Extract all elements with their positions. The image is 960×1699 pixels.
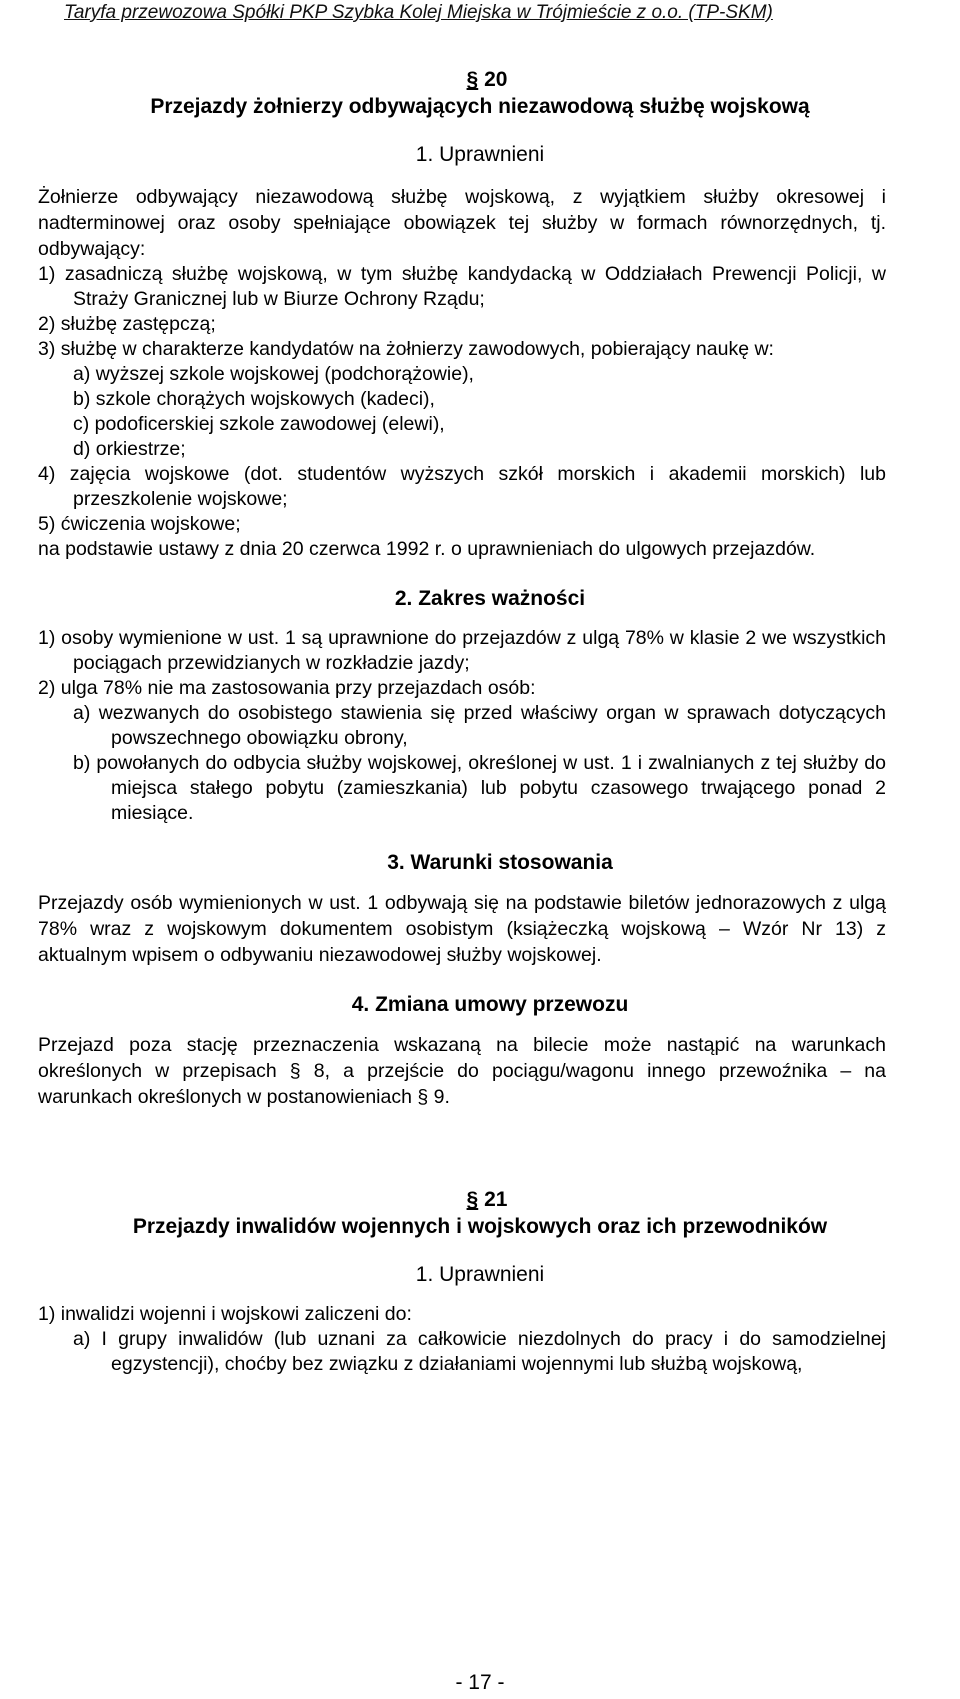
sub-list xyxy=(38,362,886,462)
section-number: 20 xyxy=(484,68,508,91)
section-20-title: Przejazdy żołnierzy odbywających niezawodową służbę wojskową xyxy=(150,95,810,118)
section-21-heading-1: 1. Uprawnieni xyxy=(415,1263,545,1286)
list-item: a) wyższej szkole wojskowej (podchorążowie), xyxy=(73,363,474,385)
list-item: a) I grupy inwalidów (lub uznani za całkowicie niezdolnych do pracy i do samodzielnej egzystencji), choćby bez związku z działaniami wojennymi lub służbą wojskową, xyxy=(73,1328,886,1375)
section-20-heading-1: 1. Uprawnieni xyxy=(415,143,545,166)
section-number: 21 xyxy=(484,1188,508,1211)
page-content xyxy=(0,68,960,1377)
list-item: 3) służbę w charakterze kandydatów na żołnierzy zawodowych, pobierający naukę w: xyxy=(38,338,774,360)
list-item: 1) inwalidzi wojenni i wojskowi zaliczeni do: xyxy=(38,1303,412,1325)
section-20-items xyxy=(0,262,886,562)
section-20-change: Przejazd poza stację przeznaczenia wskazaną na bilecie może nastąpić na warunkach określonych w przepisach § 8, a przejście do pociągu/wagonu innego przewoźnika – na warunkach określonych w postanowieniach § 9. xyxy=(38,1034,886,1108)
list-item: 5) ćwiczenia wojskowe; xyxy=(38,513,241,535)
sub-list xyxy=(38,1327,886,1377)
section-symbol: § xyxy=(466,68,479,91)
list-item: 2) służbę zastępczą; xyxy=(38,313,216,335)
running-header: Taryfa przewozowa Spółki PKP Szybka Kolej Miejska w Trójmieście z o.o. (TP-SKM) xyxy=(64,2,773,23)
list-item: 1) zasadniczą służbę wojskową, w tym służbę kandydacką w Oddziałach Prewencji Policji, w Straży Granicznej lub w Biurze Ochrony Rządu; xyxy=(38,263,886,310)
list-item: a) wezwanych do osobistego stawienia się przed właściwy organ w sprawach dotyczących powszechnego obowiązku obrony, xyxy=(73,702,886,749)
sub-list xyxy=(38,701,886,826)
section-21-items xyxy=(0,1302,886,1377)
section-20-intro: Żołnierze odbywający niezawodową służbę wojskową, z wyjątkiem służby okresowej i nadterminowej oraz osoby spełniające obowiązek tej służby w formach równorzędnych, tj. odbywający: xyxy=(38,186,886,260)
section-21-title: Przejazdy inwalidów wojennych i wojskowych oraz ich przewodników xyxy=(132,1215,828,1238)
list-item: d) orkiestrze; xyxy=(73,438,186,460)
section-21-number xyxy=(14,1188,960,1212)
list-item: c) podoficerskiej szkole zawodowej (elewi), xyxy=(73,413,445,435)
closing-text: na podstawie ustawy z dnia 20 czerwca 1992 r. o uprawnieniach do ulgowych przejazdów. xyxy=(38,538,816,560)
section-20-scope xyxy=(0,626,886,826)
list-item: b) powołanych do odbycia służby wojskowej, określonej w ust. 1 i zwalnianych z tej służby do miejsca stałego pobytu (zamieszkania) lub pobytu czasowego trwającego ponad 2 miesiące. xyxy=(73,752,886,824)
page-number: - 17 - xyxy=(455,1671,505,1694)
section-20-heading-4: 4. Zmiana umowy przewozu xyxy=(351,993,629,1016)
section-20-heading-3: 3. Warunki stosowania xyxy=(387,851,613,874)
section-20-conditions: Przejazdy osób wymienionych w ust. 1 odbywają się na podstawie biletów jednorazowych z ulgą 78% wraz z wojskowym dokumentem osobistym (książeczką wojskową – Wzór Nr 13) z aktualnym wpisem o odbywaniu niezawodowej służby wojskowej. xyxy=(38,892,886,966)
list-item: 2) ulga 78% nie ma zastosowania przy przejazdach osób: xyxy=(38,677,536,699)
section-20-heading-2: 2. Zakres ważności xyxy=(394,587,586,610)
list-item: 4) zajęcia wojskowe (dot. studentów wyższych szkół morskich i akademii morskich) lub przeszkolenie wojskowe; xyxy=(38,463,886,510)
section-20-number xyxy=(14,68,960,92)
list-item: b) szkole chorążych wojskowych (kadeci), xyxy=(73,388,435,410)
list-item: 1) osoby wymienione w ust. 1 są uprawnione do przejazdów z ulgą 78% w klasie 2 we wszystkich pociągach przewidzianych w rozkładzie jazdy; xyxy=(38,627,886,674)
section-symbol: § xyxy=(466,1188,479,1211)
